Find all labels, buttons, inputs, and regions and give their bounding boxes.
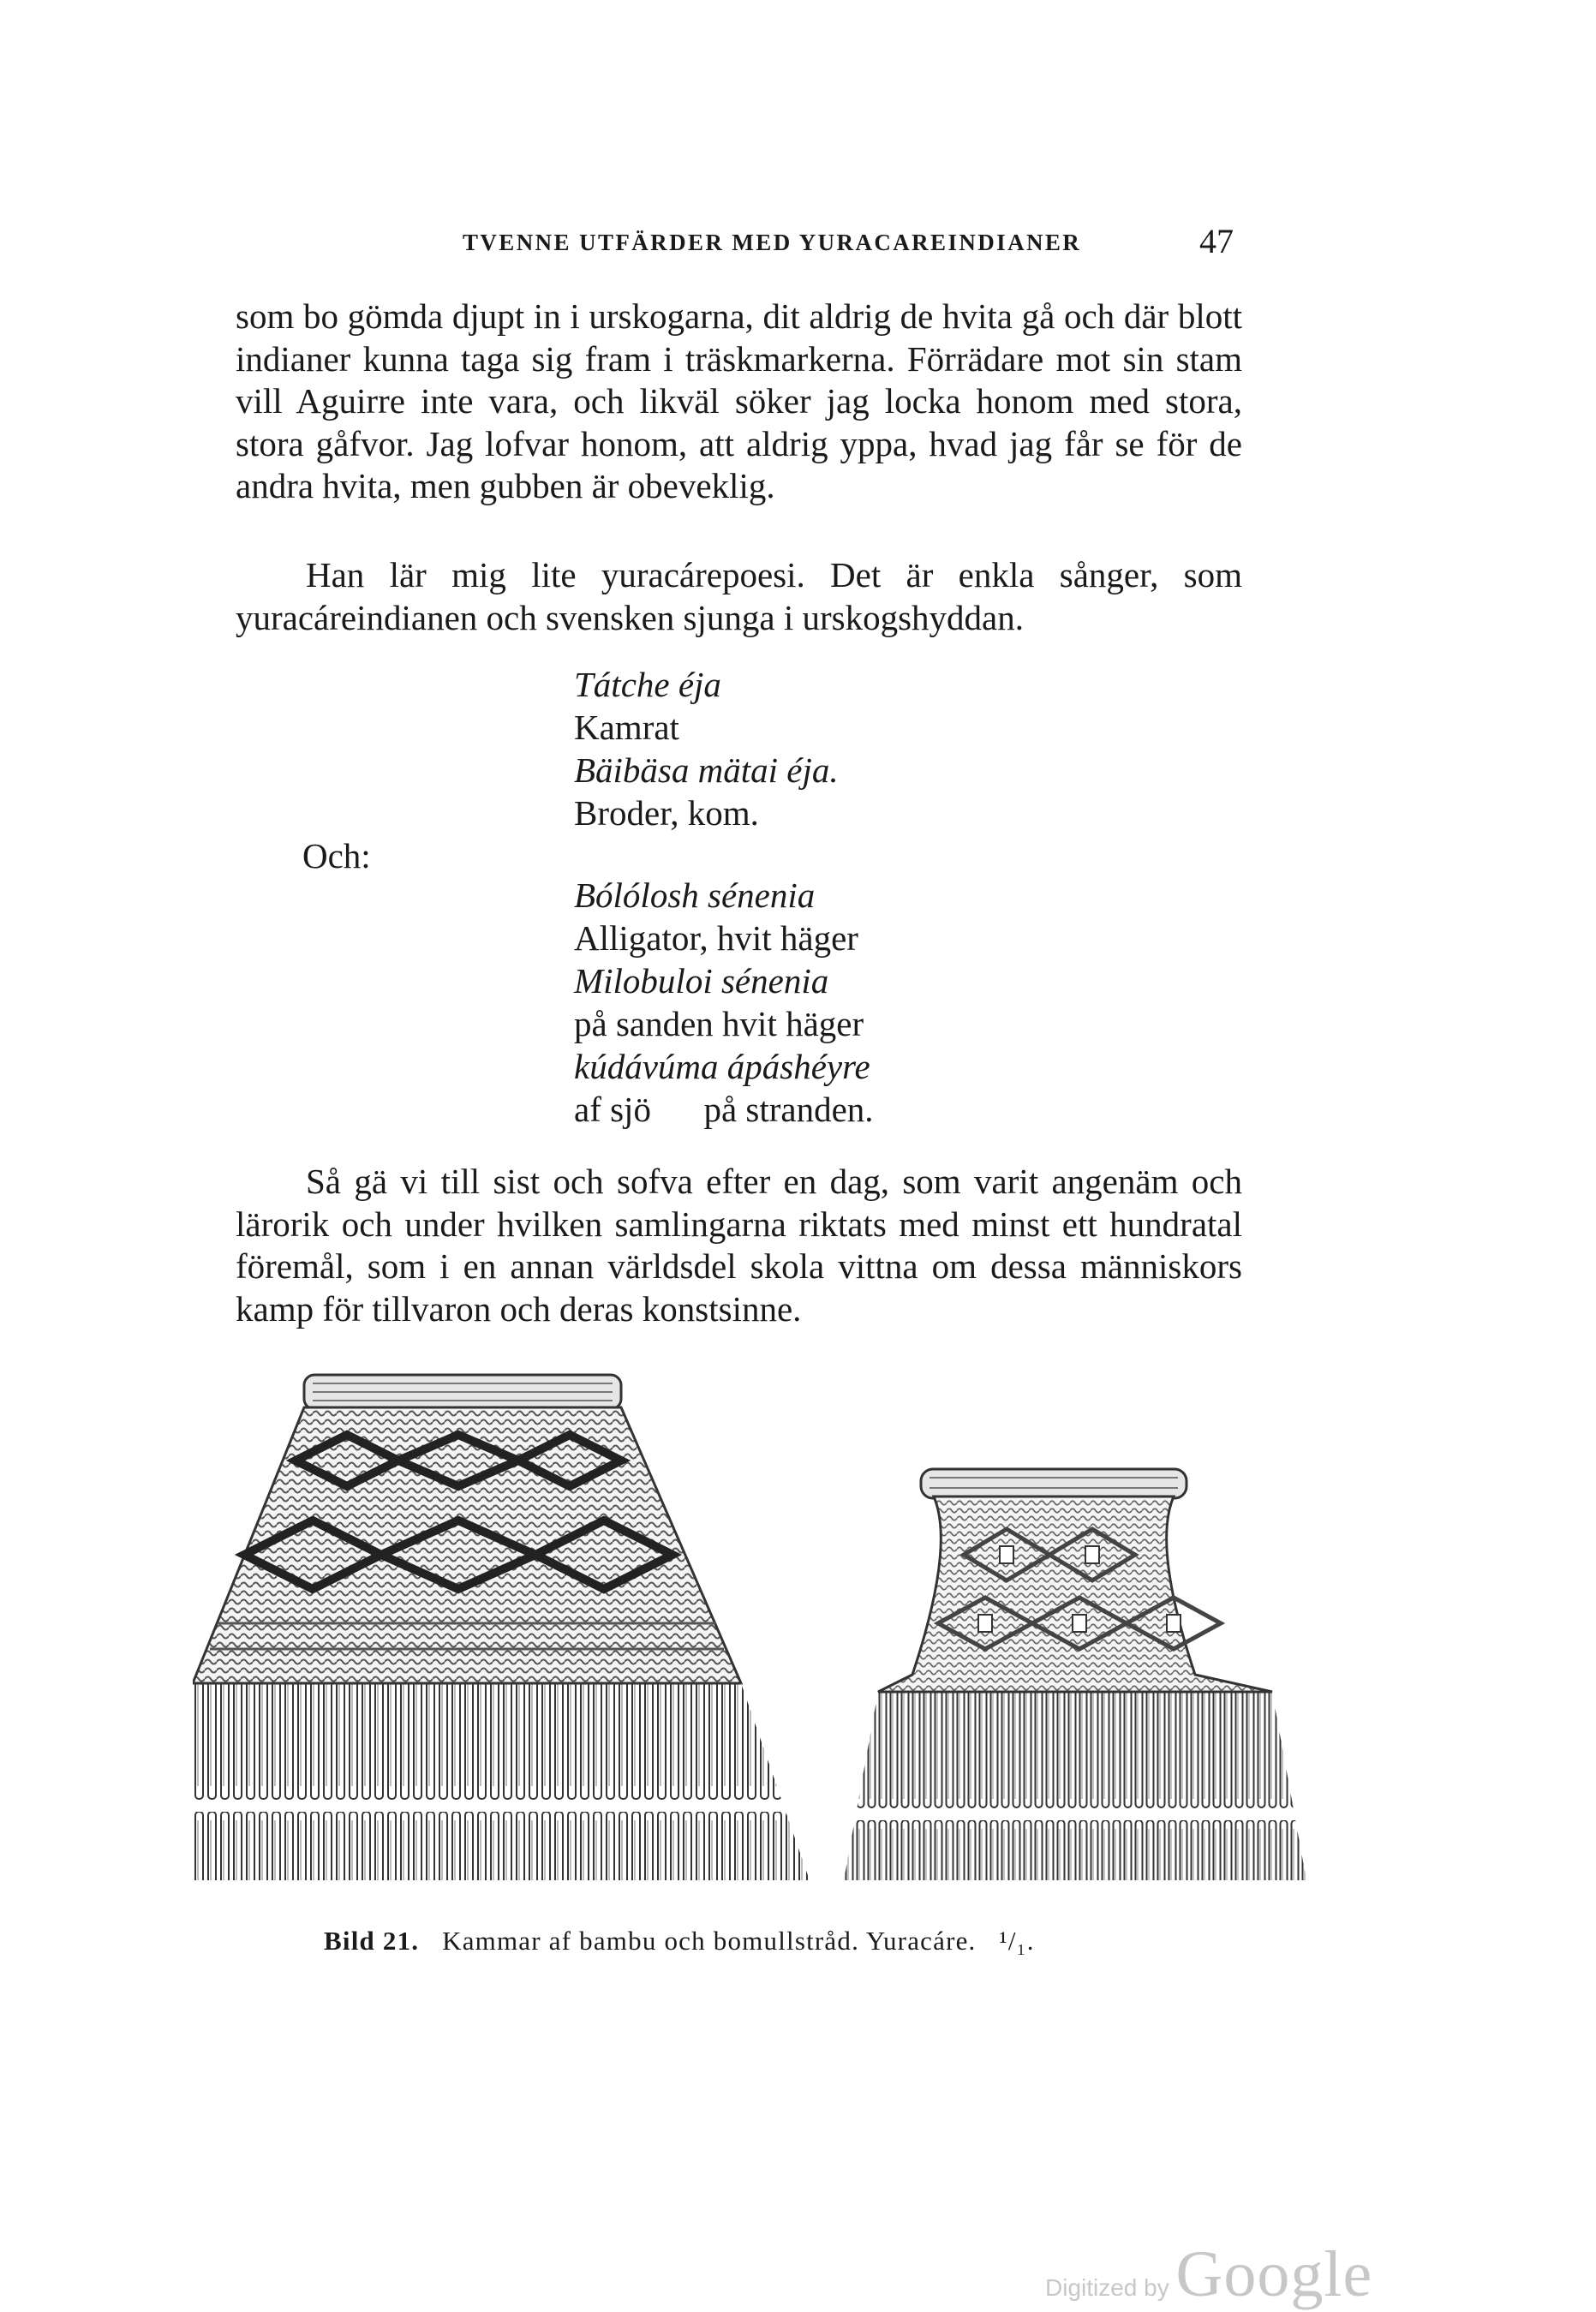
verse-line: Bólólosh sénenia: [574, 875, 816, 915]
och-label: Och:: [302, 836, 371, 875]
verse-line: Milobuloi sénenia: [574, 961, 829, 1001]
verse-line: kúdávúma ápáshéyre: [574, 1047, 870, 1086]
comb-illustration-small: [844, 1461, 1306, 1889]
caption-text: Kammar af bambu och bomullstråd. Yuracáre.: [442, 1926, 977, 1956]
verse-block-1: [574, 663, 1174, 834]
figure-caption: [324, 1926, 1035, 1957]
verse-line: på sanden hvit häger: [574, 1004, 864, 1043]
comb-illustration-large: [193, 1366, 810, 1889]
verse-block-2: [574, 874, 1174, 1131]
verse-line: Bäibäsa mätai éja.: [574, 750, 839, 790]
watermark-prefix: Digitized by: [1045, 2274, 1169, 2301]
caption-number: Bild 21.: [324, 1926, 420, 1956]
verse-line: Alligator, hvit häger: [574, 918, 858, 958]
paragraph-3: Så gä vi till sist och sofva efter en dag, som varit angenäm och lärorik och under hvilken samlingarna riktats med minst ett hundratal föremål, som i en annan världsdel skola vittna om dessa människors kamp för tillvaron och deras konstsinne.: [236, 1162, 1242, 1329]
verse-line: Kamrat: [574, 708, 679, 747]
paragraph-2: Han lär mig lite yuracárepoesi. Det är enkla sånger, som yuracáreindianen och svensken sjunga i urskogshyddan.: [236, 555, 1242, 637]
page-number: 47: [1199, 222, 1234, 260]
paragraph-1: som bo gömda djupt in i urskogarna, dit aldrig de hvita gå och där blott indianer kunna taga sig fram i träskmarkerna. Förrädare mot sin stam vill Aguirre inte vara, och likväl söker jag locka honom med stora, stora gåfvor. Jag lofvar honom, att aldrig yppa, hvad jag får se för de andra hvita, men gubben är obeveklig.: [236, 296, 1242, 505]
google-watermark: [1045, 2237, 1372, 2312]
caption-scale: ¹/₁.: [999, 1926, 1035, 1956]
verse-line: af sjö på stranden.: [574, 1090, 874, 1129]
running-head: TVENNE UTFÄRDER MED YURACAREINDIANER: [463, 230, 1082, 255]
page-header: [463, 221, 1242, 264]
verse-line: Tátche éja: [574, 665, 721, 704]
watermark-brand: Google: [1175, 2238, 1373, 2310]
verse-line: Broder, kom.: [574, 793, 759, 833]
